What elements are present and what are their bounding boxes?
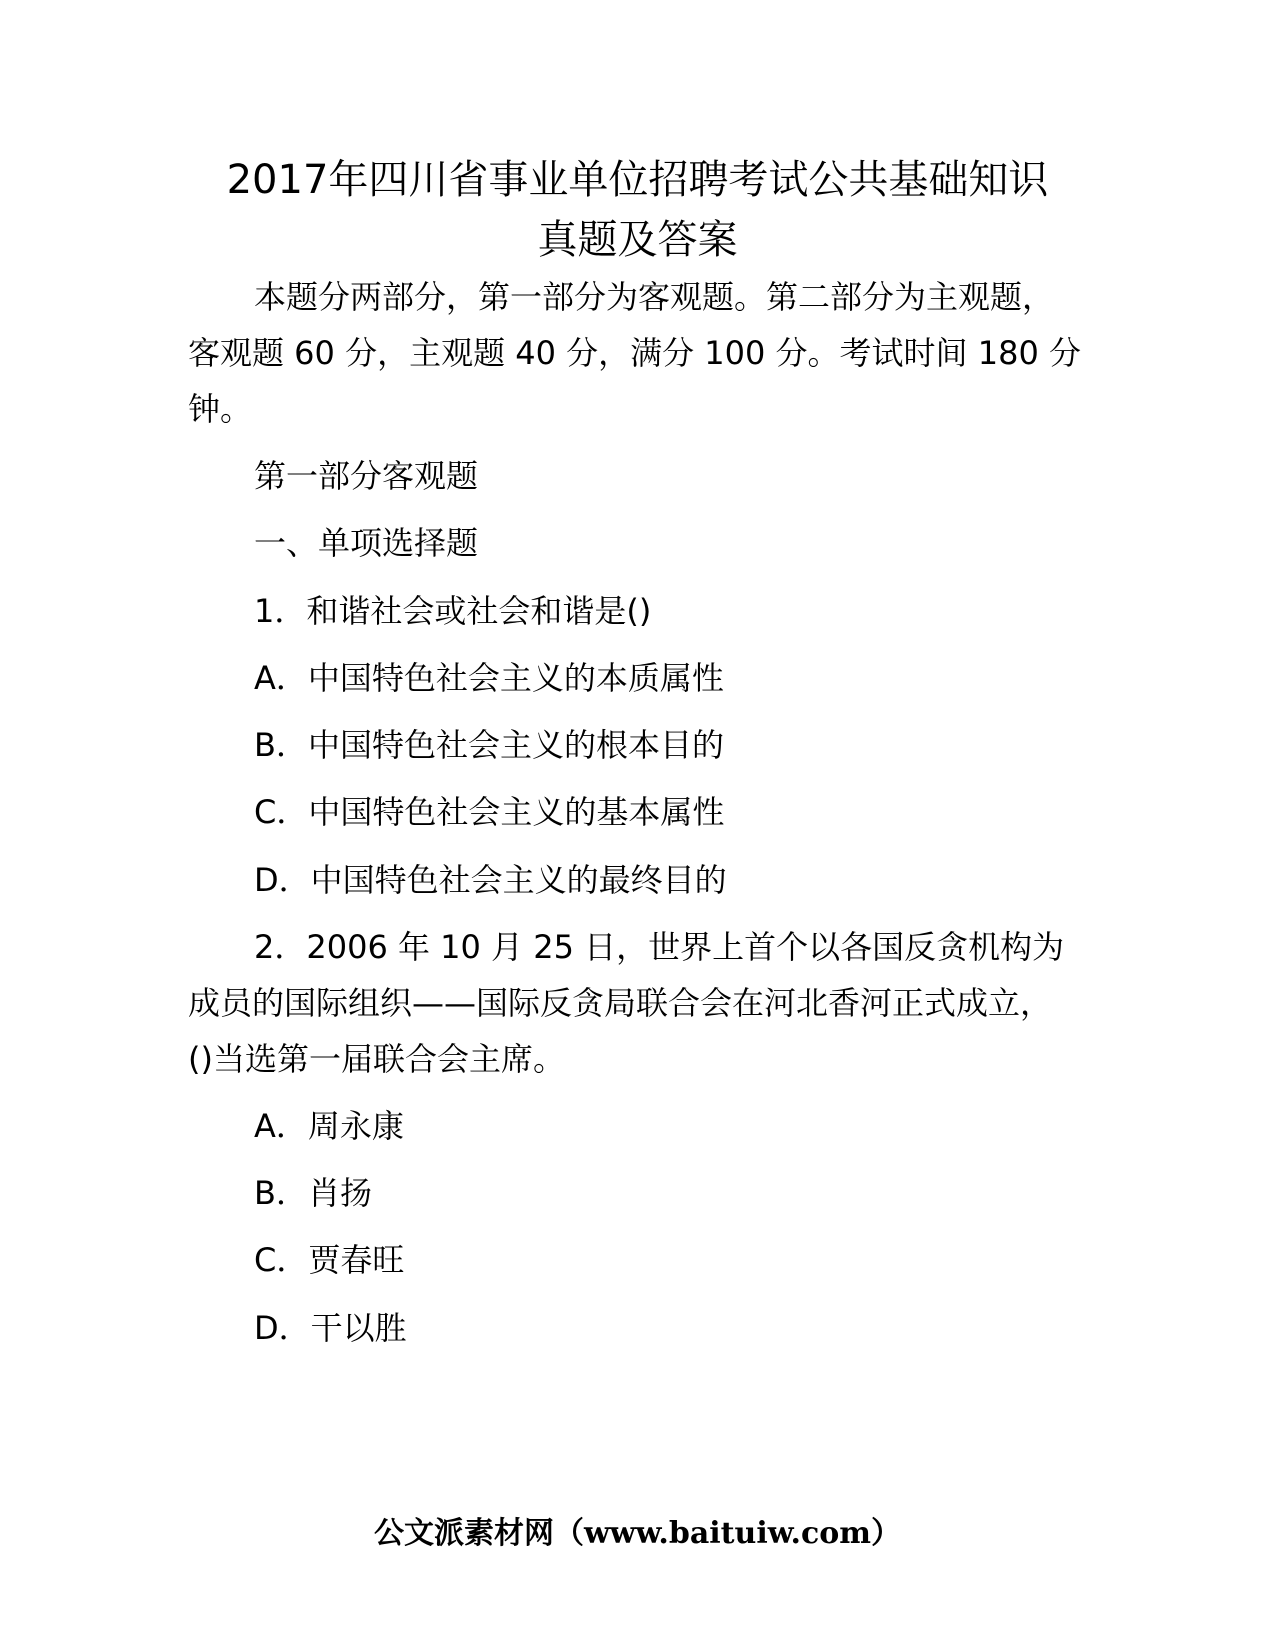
question-2-option-d: D．干以胜 (254, 1309, 407, 1347)
intro-line-3: 钟。 (188, 390, 253, 428)
section-heading: 第一部分客观题 (254, 457, 479, 495)
document-title-line-2: 真题及答案 (537, 217, 738, 263)
question-1-option-d: D．中国特色社会主义的最终目的 (254, 861, 727, 899)
intro-line-2: 客观题 60 分，主观题 40 分，满分 100 分。考试时间 180 分 (188, 334, 1081, 372)
intro-line-1: 本题分两部分，第一部分为客观题。第二部分为主观题， (254, 278, 1055, 316)
question-2-stem-line-1: 2．2006 年 10 月 25 日，世界上首个以各国反贪机构为 (254, 928, 1065, 966)
question-2-option-b: B．肖扬 (254, 1174, 372, 1212)
question-1-option-a: A．中国特色社会主义的本质属性 (254, 659, 724, 697)
question-1-option-b: B．中国特色社会主义的根本目的 (254, 726, 724, 764)
question-1-option-c: C．中国特色社会主义的基本属性 (254, 793, 725, 831)
footer-source: 公文派素材网（www.baituiw.com） (373, 1516, 902, 1551)
question-2-option-c: C．贾春旺 (254, 1241, 405, 1279)
question-2-stem-line-3: ()当选第一届联合会主席。 (188, 1040, 565, 1078)
subsection-heading: 一、单项选择题 (254, 524, 479, 562)
question-2-stem-line-2: 成员的国际组织——国际反贪局联合会在河北香河正式成立， (188, 984, 1053, 1022)
document-title-line-1: 2017年四川省事业单位招聘考试公共基础知识 (226, 157, 1049, 203)
question-1-stem: 1．和谐社会或社会和谐是() (254, 592, 652, 630)
question-2-option-a: A．周永康 (254, 1107, 404, 1145)
